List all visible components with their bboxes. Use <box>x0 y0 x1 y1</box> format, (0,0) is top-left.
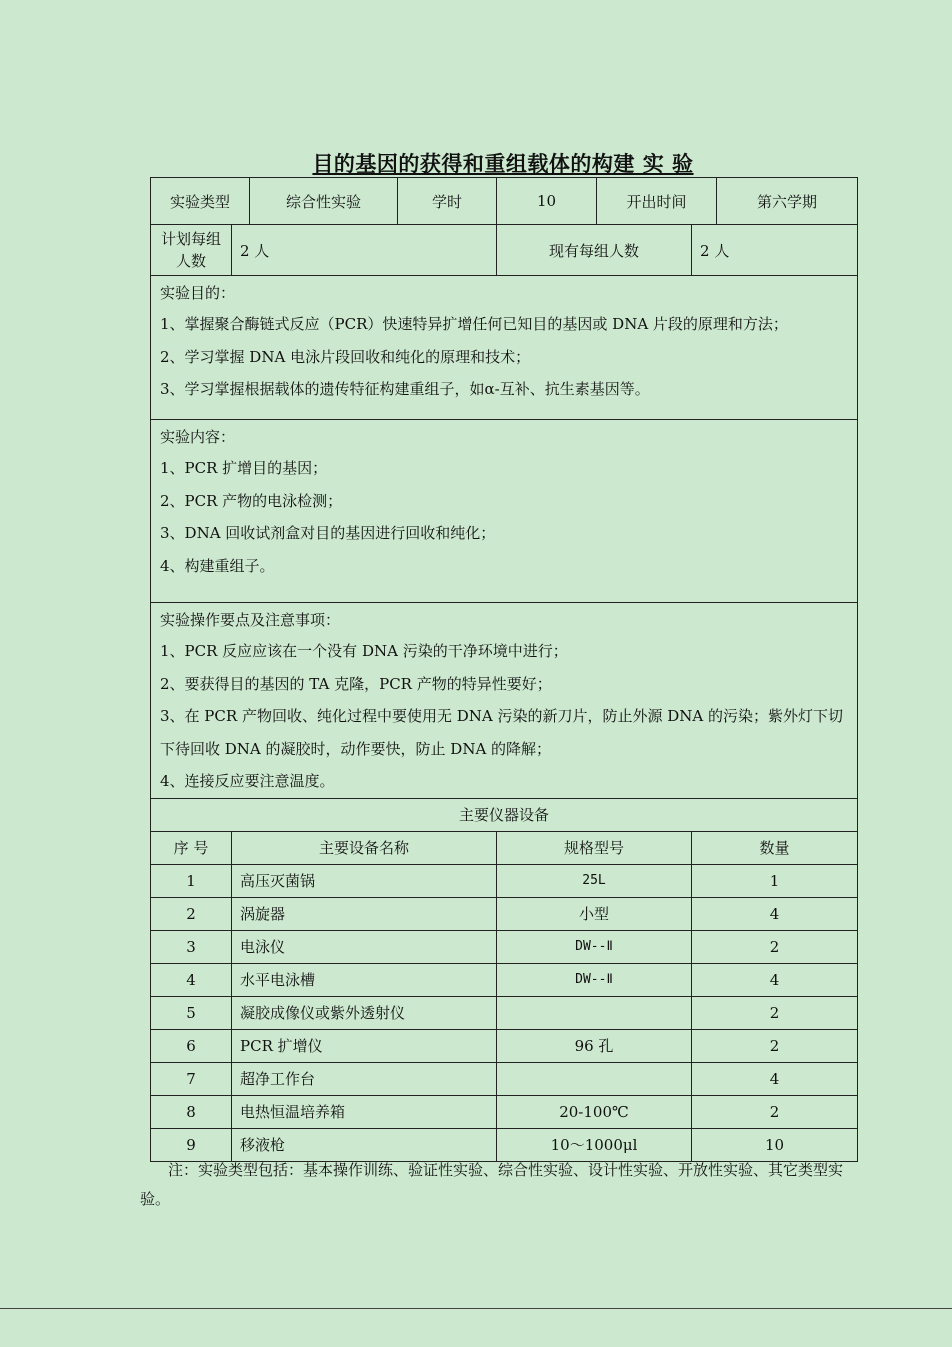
footnote: 注：实验类型包括：基本操作训练、验证性实验、综合性实验、设计性实验、开放性实验、其它类型实验。 <box>140 1161 844 1208</box>
row-name: 涡旋器 <box>232 897 497 930</box>
hours-value: 10 <box>497 178 597 225</box>
row-qty: 2 <box>692 1029 858 1062</box>
row-no: 4 <box>151 963 232 996</box>
row-qty: 2 <box>692 1095 858 1128</box>
table-row <box>151 1062 858 1095</box>
row-name: 水平电泳槽 <box>232 963 497 996</box>
row-no: 1 <box>151 864 232 897</box>
purpose-item: 3、学习掌握根据载体的遗传特征构建重组子，如α-互补、抗生素基因等。 <box>160 380 650 398</box>
row-model: DW--Ⅱ <box>497 963 692 996</box>
content-item: 1、PCR 扩增目的基因； <box>160 459 328 477</box>
row-name: 移液枪 <box>232 1128 497 1161</box>
row-model: 25L <box>497 864 692 897</box>
info-row-1 <box>151 178 858 225</box>
content-section <box>151 420 858 603</box>
row-no: 3 <box>151 930 232 963</box>
purpose-item: 2、学习掌握 DNA 电泳片段回收和纯化的原理和技术； <box>160 347 531 366</box>
row-qty: 1 <box>692 864 858 897</box>
plan-label-line-1: 计划每组 <box>160 230 221 248</box>
row-name: 电热恒温培养箱 <box>232 1095 497 1128</box>
purpose-section <box>151 276 858 420</box>
time-label: 开出时间 <box>597 178 717 225</box>
table-row <box>151 996 858 1029</box>
row-model: DW--Ⅱ <box>497 930 692 963</box>
type-value: 综合性实验 <box>250 178 398 225</box>
notes-item: 4、连接反应要注意温度。 <box>160 772 335 790</box>
row-qty: 4 <box>692 897 858 930</box>
notes-item: 3、在 PCR 产物回收、纯化过程中要使用无 DNA 污染的新刀片，防止外源 DNA 的污染；紫外灯下切下待回收 DNA 的凝胶时，动作要快，防止 DNA 的降解； <box>160 707 843 758</box>
content-item: 2、PCR 产物的电泳检测； <box>160 491 343 510</box>
purpose-item: 1、掌握聚合酶链式反应（PCR）快速特异扩增任何已知目的基因或 DNA 片段的原理和方法； <box>160 315 788 333</box>
content-heading: 实验内容： <box>160 428 236 446</box>
plan-label-line-2: 人数 <box>175 252 206 270</box>
equipment-heading: 主要仪器设备 <box>151 798 858 831</box>
content-item: 4、构建重组子。 <box>160 556 275 575</box>
notes-item: 2、要获得目的基因的 TA 克隆，PCR 产物的特异性要好； <box>160 674 552 693</box>
current-value: 2 人 <box>692 225 858 276</box>
row-qty: 10 <box>692 1128 858 1161</box>
row-name: PCR 扩增仪 <box>232 1029 497 1062</box>
col-name-header: 主要设备名称 <box>232 831 497 864</box>
row-model <box>497 996 692 1029</box>
notes-section <box>151 603 858 799</box>
table-row <box>151 963 858 996</box>
row-qty: 4 <box>692 963 858 996</box>
row-name: 高压灭菌锅 <box>232 864 497 897</box>
type-label: 实验类型 <box>151 178 250 225</box>
footer-divider <box>0 1308 952 1309</box>
col-model-header: 规格型号 <box>497 831 692 864</box>
row-model <box>497 1062 692 1095</box>
row-name: 超净工作台 <box>232 1062 497 1095</box>
notes-item: 1、PCR 反应应该在一个没有 DNA 污染的干净环境中进行； <box>160 642 568 660</box>
row-model: 10～1000μl <box>497 1128 692 1161</box>
row-model: 小型 <box>497 897 692 930</box>
table-row <box>151 864 858 897</box>
hours-label: 学时 <box>398 178 497 225</box>
row-no: 6 <box>151 1029 232 1062</box>
row-model: 20-100℃ <box>497 1095 692 1128</box>
table-row <box>151 1095 858 1128</box>
time-value: 第六学期 <box>717 178 858 225</box>
purpose-heading: 实验目的： <box>160 284 236 302</box>
table-row <box>151 930 858 963</box>
row-name: 凝胶成像仪或紫外透射仪 <box>232 996 497 1029</box>
notes-heading: 实验操作要点及注意事项： <box>160 611 341 629</box>
plan-label <box>151 225 232 276</box>
row-model: 96 孔 <box>497 1029 692 1062</box>
experiment-table <box>150 177 858 1162</box>
table-row <box>151 897 858 930</box>
row-name: 电泳仪 <box>232 930 497 963</box>
row-no: 7 <box>151 1062 232 1095</box>
current-label: 现有每组人数 <box>497 225 692 276</box>
row-no: 8 <box>151 1095 232 1128</box>
row-qty: 2 <box>692 930 858 963</box>
row-no: 5 <box>151 996 232 1029</box>
info-row-2 <box>151 225 858 276</box>
equipment-header-row <box>151 831 858 864</box>
col-no-header: 序 号 <box>151 831 232 864</box>
page-title: 目的基因的获得和重组载体的构建 实 验 <box>312 151 694 176</box>
table-row <box>151 1029 858 1062</box>
plan-value: 2 人 <box>232 225 497 276</box>
equipment-heading-row <box>151 798 858 831</box>
row-no: 9 <box>151 1128 232 1161</box>
col-qty-header: 数量 <box>692 831 858 864</box>
row-qty: 4 <box>692 1062 858 1095</box>
row-qty: 2 <box>692 996 858 1029</box>
row-no: 2 <box>151 897 232 930</box>
content-item: 3、DNA 回收试剂盒对目的基因进行回收和纯化； <box>160 524 496 542</box>
